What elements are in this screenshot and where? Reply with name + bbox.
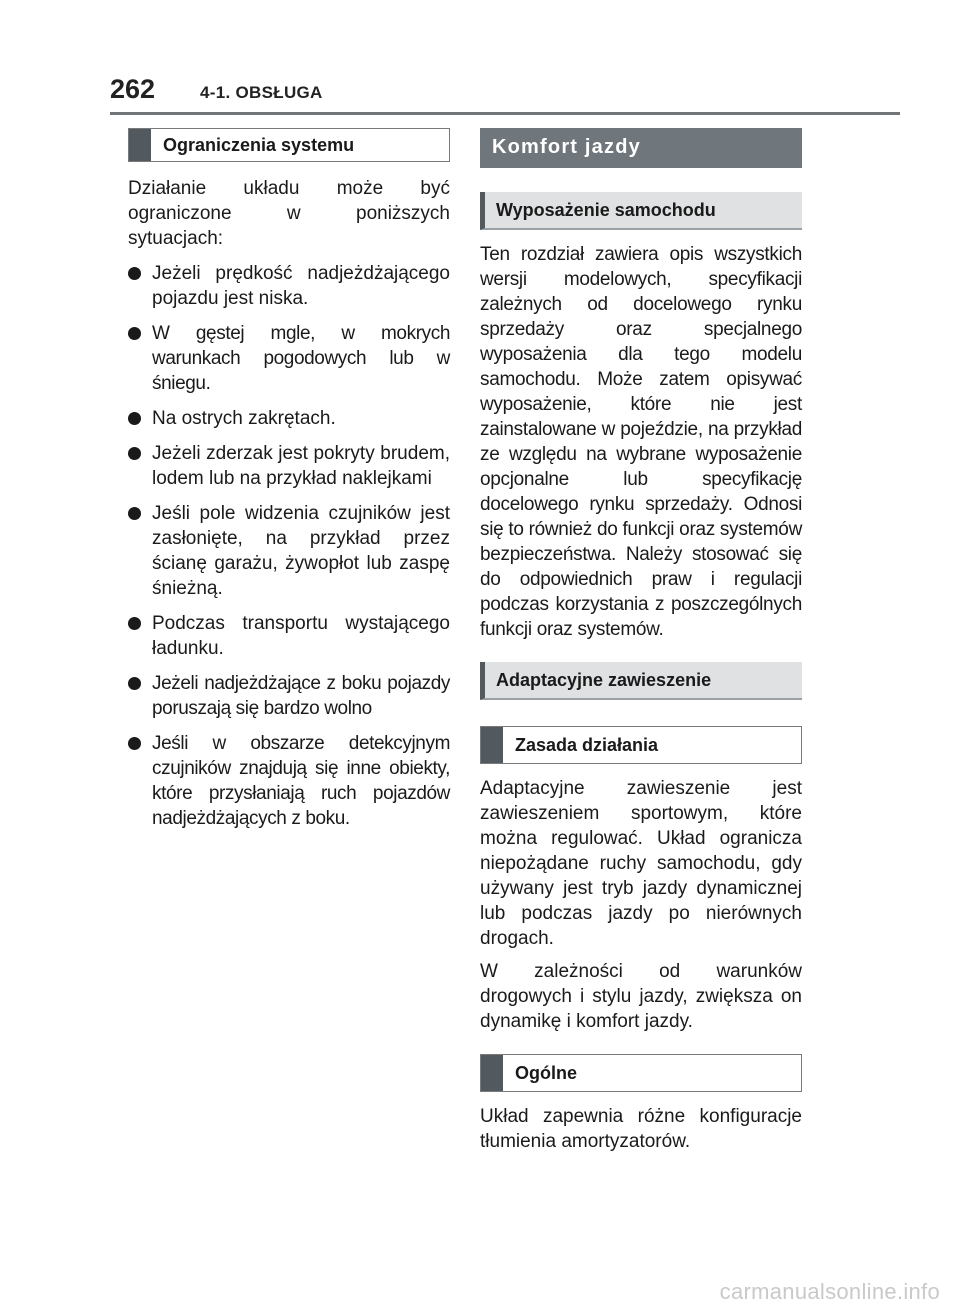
list-item-text: Jeśli w obszarze detekcyjnym czujników znajdują się inne obiekty, które przysłaniają ruch pojazdów nadjeżdżających z boku. xyxy=(152,733,450,829)
equipment-paragraph: Ten rozdział zawiera opis wszystkich wersji modelowych, specyfikacji zależnych od docelowego rynku sprzedaży oraz specjalnego wyposażenia dla tego modelu samochodu. Może zatem opisywać wyposażenie, które nie jest zainstalowane w pojeździe, na przykład ze względu na wybrane wyposażenie opcjonalne lub specyfikację docelowego rynku sprzedaży. Odnosi się to również do funkcji oraz systemów bezpieczeństwa. Należy stosować się do odpowiednich praw i regulacji podczas korzystania z poszczególnych funkcji oraz systemów. xyxy=(480,244,802,640)
list-item xyxy=(128,406,450,431)
principle-paragraph-2: W zależności od warunków drogowych i stylu jazdy, zwiększa on dynamikę i komfort jazdy. xyxy=(480,961,802,1032)
list-item xyxy=(128,731,450,831)
list-item-text: Jeżeli nadjeżdżające z boku pojazdy poruszają się bardzo wolno xyxy=(152,673,450,719)
list-item-text: Jeżeli zderzak jest pokryty brudem, lodem lub na przykład naklejkami xyxy=(152,443,450,489)
list-item-text: Jeśli pole widzenia czujników jest zasłonięte, na przykład przez ścianę garażu, żywopłot lub zaspę śnieżną. xyxy=(152,503,450,599)
heading-system-limits xyxy=(128,128,450,162)
heading-label: Wyposażenie samochodu xyxy=(496,200,716,220)
bullet-icon xyxy=(128,617,141,630)
page-header xyxy=(0,0,960,120)
chapter-title-band xyxy=(480,128,802,168)
list-item-text: Podczas transportu wystającego ładunku. xyxy=(152,613,450,659)
list-item xyxy=(128,501,450,601)
heading-marker xyxy=(481,727,503,763)
chapter-title: Komfort jazdy xyxy=(492,136,641,158)
heading-marker xyxy=(129,129,151,161)
heading-marker xyxy=(481,1055,503,1091)
heading-principle xyxy=(480,726,802,764)
list-item xyxy=(128,671,450,721)
heading-general xyxy=(480,1054,802,1092)
principle-paragraph-1: Adaptacyjne zawieszenie jest zawieszeniem sportowym, które można regulować. Układ ogranicza niepożądane ruchy samochodu, gdy używany jest tryb jazdy dynamicznej lub podczas jazdy po nierównych drogach. xyxy=(480,778,802,949)
list-item-text: W gęstej mgle, w mokrych warunkach pogodowych lub w śniegu. xyxy=(152,323,450,394)
bullet-icon xyxy=(128,447,141,460)
bullet-icon xyxy=(128,737,141,750)
list-item-text: Jeżeli prędkość nadjeżdżającego pojazdu jest niska. xyxy=(152,263,450,309)
page-number: 262 xyxy=(110,74,156,104)
right-column xyxy=(480,128,802,1154)
list-item xyxy=(128,261,450,311)
intro-paragraph: Działanie układu może być ograniczone w poniższych sytuacjach: xyxy=(128,178,450,249)
list-item xyxy=(128,611,450,661)
bullet-icon xyxy=(128,412,141,425)
heading-label: Ograniczenia systemu xyxy=(163,135,355,155)
limitations-list xyxy=(128,261,450,831)
header-divider xyxy=(110,112,900,115)
section-title: 4-1. OBSŁUGA xyxy=(200,83,323,102)
general-paragraph: Układ zapewnia różne konfiguracje tłumienia amortyzatorów. xyxy=(480,1106,802,1152)
bullet-icon xyxy=(128,327,141,340)
heading-label: Adaptacyjne zawieszenie xyxy=(496,670,712,690)
bullet-icon xyxy=(128,677,141,690)
list-item xyxy=(128,321,450,396)
list-item xyxy=(128,441,450,491)
bullet-icon xyxy=(128,267,141,280)
heading-adaptive-suspension xyxy=(480,662,802,700)
watermark: carmanualsonline.info xyxy=(719,1279,940,1304)
heading-label: Ogólne xyxy=(515,1063,577,1083)
list-item-text: Na ostrych zakrętach. xyxy=(152,408,336,429)
left-column xyxy=(128,128,450,841)
bullet-icon xyxy=(128,507,141,520)
heading-label: Zasada działania xyxy=(515,735,659,755)
heading-equipment xyxy=(480,192,802,230)
